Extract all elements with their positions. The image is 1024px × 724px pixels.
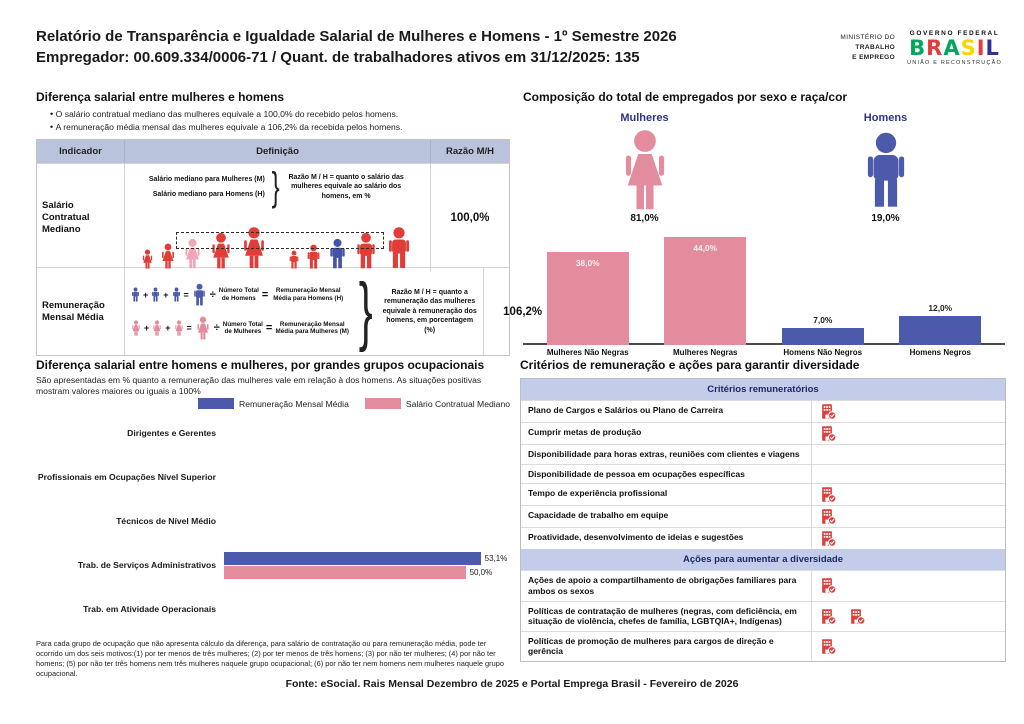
woman-figure-large-icon: [614, 128, 676, 211]
composition-bar: [782, 328, 864, 345]
composition-bar: [664, 237, 746, 345]
man-figure-icon: [287, 250, 301, 269]
occupational-row: [36, 587, 514, 631]
composition-bar-value: 12,0%: [928, 302, 953, 313]
man-figure-large-icon: [191, 283, 208, 306]
woman-figure-icon: [151, 320, 163, 336]
criterios-row-label: Ações de apoio a compartilhamento de obrigações familiares para ambos os sexos: [528, 575, 797, 596]
criterios-row: [521, 527, 1005, 549]
col-razao: Razão M/H: [445, 146, 495, 157]
equals-sign: =: [186, 323, 192, 333]
equals-sign: =: [183, 289, 189, 300]
criterios-row-label: Plano de Cargos e Salários ou Plano de Carreira: [528, 405, 724, 415]
row-salario-mediano: [37, 163, 509, 267]
criterios-row-label: Políticas de contratação de mulheres (negras, com deficiência, em situação de violência, chefes de família, LGBTQIA+, Indígenas): [528, 605, 797, 627]
composition-bar-value: 7,0%: [813, 314, 833, 325]
composition-labels: [523, 345, 1005, 357]
criterios-row: [521, 570, 1005, 600]
mean-formulas: [130, 283, 350, 340]
occupational-category-label: Profissionais em Ocupações Nível Superior: [37, 472, 216, 483]
salary-diff-title: Diferença salarial entre mulheres e homens: [36, 90, 285, 104]
composition-bar-slot: [884, 230, 996, 345]
report-header: [36, 28, 796, 66]
women-divisor-label: Número Total de Mulheres: [222, 320, 263, 335]
section-salary-diff: [36, 90, 543, 356]
equals-sign: =: [265, 322, 273, 334]
criterios-row: [521, 422, 1005, 444]
composition-bar-value: 44,0%: [693, 242, 718, 253]
criterios-row: [521, 444, 1005, 464]
women-formula: [130, 316, 350, 340]
indicator-name: Salário Contratual Mediano: [37, 164, 125, 272]
occupational-footnote: Para cada grupo de ocupação que não apresenta cálculo da diferença, para salário de contratação ou para remuneração média, pode ter ocorrido um dos seis motivos:(1) por ter menos de três mulheres; (2) por ter menos de três homens; (3) por não ter mulheres; (4) por não ter homens; (5) por não ter três homens nem três mulheres naquele grupo ocupacional; (6) por não ter nem homens nem mulheres naquele grupo ocupacional.: [36, 639, 504, 679]
median-women-label: Salário mediano para Mulheres (M): [148, 175, 265, 183]
median-ratio-value: 100,0%: [450, 212, 490, 224]
median-ratio-note: Razão M / H = quanto o salário das mulheres equivale ao salário dos homens, em %: [288, 174, 404, 200]
governo-federal-logo: [907, 30, 1002, 66]
woman-figure-icon: [173, 320, 185, 336]
men-percent: 19,0%: [871, 213, 900, 224]
woman-figure-icon: [158, 243, 178, 269]
median-dashed-connector: [176, 232, 384, 249]
divide-sign: ÷: [209, 288, 216, 301]
men-total-block: [857, 112, 915, 224]
composition-bar-slot: [532, 230, 644, 345]
woman-figure-icon: [140, 249, 155, 269]
brasil-logo-text: BRASIL: [909, 36, 1000, 60]
divide-sign: ÷: [213, 322, 220, 334]
equals-sign: =: [261, 288, 269, 301]
occupational-row: [36, 543, 514, 587]
salary-diff-bullets: [50, 109, 510, 132]
criterios-row: [521, 631, 1005, 661]
criterios-row-icons: [811, 401, 1005, 422]
occupational-bars: [224, 552, 514, 579]
section-composition: [523, 90, 1005, 357]
section-criterios: [520, 358, 1006, 662]
occupational-category-label: Trab. em Atividade Operacionais: [83, 604, 216, 615]
ministry-line1: MINISTÉRIO DO: [840, 34, 896, 42]
ministry-line2: TRABALHO: [855, 44, 896, 52]
legend-swatch-median: [365, 398, 401, 409]
woman-figure-large-icon: [194, 316, 212, 340]
composition-category-label: Homens Negros: [909, 348, 971, 357]
occupational-subtitle: São apresentadas em % quanto a remuneração das mulheres vale em relação à dos homens. As situações positivas mostram valores maiores ou iguais a 100%: [36, 375, 482, 397]
man-figure-icon: [383, 226, 415, 269]
occupational-title: Diferença salarial entre homens e mulheres, por grandes grupos ocupacionais: [36, 358, 485, 372]
composition-bar: [899, 316, 981, 346]
mean-ratio-note: Razão M / H = quanto a remuneração das mulheres equivale à remuneração dos homens, em porcentagem (%): [382, 288, 477, 334]
median-men-label: Salário mediano para Homens (H): [152, 190, 265, 198]
man-figure-icon: [150, 287, 161, 302]
woman-figure-icon: [130, 320, 142, 336]
occupational-rows: [36, 411, 514, 631]
company-building-icon: [820, 530, 837, 547]
occupational-bar-value: 53,1%: [484, 553, 508, 563]
brace-glyph: }: [358, 268, 373, 354]
criterios-row: [521, 483, 1005, 505]
occupational-bar: [224, 566, 466, 579]
criterios-row-label: Cumprir metas de produção: [528, 427, 642, 437]
median-def-labels: [130, 165, 425, 209]
legend-label-mean: Remuneração Mensal Média: [238, 398, 349, 409]
criterios-row-icons: [811, 423, 1005, 444]
ministry-line3: E EMPREGO: [852, 53, 896, 61]
bullet-mean: • A remuneração média mensal das mulheres equivale a 106,2% da recebida pelos homens.: [50, 122, 510, 132]
company-building-icon: [820, 486, 837, 503]
occupational-category-label: Técnicos de Nível Médio: [116, 516, 216, 527]
occupational-row: [36, 499, 514, 543]
occupational-bar-value: 50,0%: [469, 567, 493, 577]
governo-federal-label: GOVERNO FEDERAL: [909, 30, 1000, 37]
criterios-row: [521, 464, 1005, 484]
composition-bar-slot: [767, 230, 879, 345]
criterios-row-label: Capacidade de trabalho em equipe: [528, 510, 669, 521]
criterios-row: [521, 400, 1005, 422]
legend-label-median: Salário Contratual Mediano: [405, 398, 510, 409]
criterios-row-icons: [811, 484, 1005, 505]
plus-sign: +: [165, 323, 171, 333]
men-formula: [130, 283, 350, 306]
man-figure-icon: [171, 287, 182, 302]
plus-sign: +: [143, 289, 149, 300]
criterios-row: [521, 601, 1005, 631]
women-label: Mulheres: [620, 112, 669, 124]
criterios-row-label: Disponibilidade para horas extras, reuniões com clientes e viagens: [528, 449, 800, 459]
occupational-row: [36, 455, 514, 499]
men-result-label: Remuneração Mensal Média para Homens (H): [273, 287, 344, 302]
composition-bar-value: 38,0%: [575, 257, 600, 268]
median-pictogram: [130, 207, 425, 269]
man-figure-icon: [130, 287, 141, 302]
composition-category-label: Mulheres Não Negras: [546, 348, 629, 357]
criterios-row-label: Disponibilidade de pessoa em ocupações específicas: [528, 468, 745, 479]
plus-sign: +: [163, 289, 169, 300]
criterios-row-label: Políticas de promoção de mulheres para cargos de direção e gerência: [528, 635, 774, 657]
criterios-row-label: Proatividade, desenvolvimento de ideias e sugestões: [528, 532, 744, 543]
criterios-row-icons: [811, 528, 1005, 549]
section-occupational: [36, 358, 514, 679]
report-title: Relatório de Transparência e Igualdade Salarial de Mulheres e Homens - 1º Semestre 2026: [36, 28, 677, 45]
composition-category-label: Homens Não Negros: [783, 348, 863, 357]
report-subtitle: Empregador: 00.609.334/0006-71 / Quant. de trabalhadores ativos em 31/12/2025: 135: [36, 49, 640, 66]
company-building-icon: [820, 508, 837, 525]
occupational-legend: [36, 398, 510, 409]
composition-category-label: Mulheres Negras: [673, 348, 738, 357]
mean-ratio-value: 106,2%: [503, 305, 543, 318]
median-definition-cell: [125, 164, 431, 272]
criterios-section-header: Critérios remuneratórios: [521, 379, 1005, 400]
composition-plot: [523, 230, 1005, 345]
ministry-logo: [840, 33, 895, 62]
row-remuneracao-media: [37, 267, 543, 355]
criterios-section-header: Ações para aumentar a diversidade: [521, 549, 1005, 570]
criterios-row-label: Tempo de experiência profissional: [528, 488, 668, 499]
indicator-name: Remuneração Mensal Média: [37, 268, 125, 355]
company-building-icon: [820, 608, 837, 625]
criterios-row-icons: [811, 571, 1005, 600]
criterios-row-icons: [811, 602, 1005, 631]
company-building-icon: [820, 577, 837, 594]
legend-swatch-mean: [198, 398, 234, 409]
col-definicao: Definição: [125, 140, 431, 163]
criterios-row-icons: [811, 445, 1005, 464]
women-result-label: Remuneração Mensal Média para Mulheres (M): [275, 320, 350, 335]
plus-sign: +: [144, 323, 150, 333]
composition-title: Composição do total de empregados por sexo e raça/cor: [523, 90, 848, 104]
women-total-block: [614, 112, 676, 224]
women-percent: 81,0%: [630, 213, 659, 224]
mean-definition-cell: [125, 268, 484, 355]
company-building-icon: [820, 403, 837, 420]
uniao-reconstrucao-label: UNIÃO E RECONSTRUÇÃO: [907, 60, 1002, 67]
men-label: Homens: [863, 112, 908, 124]
man-figure-large-icon: [857, 128, 915, 211]
criterios-row-icons: [811, 506, 1005, 527]
occupational-bar: [224, 552, 481, 565]
col-indicador: Indicador: [37, 140, 125, 163]
brace-glyph: }: [271, 165, 280, 209]
indicator-table: [36, 139, 543, 356]
criterios-row: [521, 505, 1005, 527]
source-footer: Fonte: eSocial. Rais Mensal Dezembro de 2025 e Portal Emprega Brasil - Fevereiro de 2026: [285, 678, 739, 690]
criterios-row-icons: [811, 465, 1005, 484]
occupational-barline: [224, 552, 514, 565]
company-building-icon: [849, 608, 866, 625]
criterios-row-icons: [811, 632, 1005, 661]
gov-logos: [840, 30, 1002, 66]
occupational-barline: [224, 566, 514, 579]
criterios-title: Critérios de remuneração e ações para garantir diversidade: [520, 358, 860, 372]
men-divisor-label: Número Total de Homens: [218, 287, 259, 302]
occupational-row: [36, 411, 514, 455]
indicator-table-header: [37, 140, 509, 163]
company-building-icon: [820, 638, 837, 655]
occupational-category-label: Dirigentes e Gerentes: [127, 428, 216, 439]
bullet-median: • O salário contratual mediano das mulheres equivale a 100,0% do recebido pelos homens.: [50, 109, 510, 119]
composition-bar-slot: [649, 230, 761, 345]
occupational-category-label: Trab. de Serviços Administrativos: [77, 560, 216, 571]
company-building-icon: [820, 425, 837, 442]
criterios-table: [520, 378, 1006, 662]
